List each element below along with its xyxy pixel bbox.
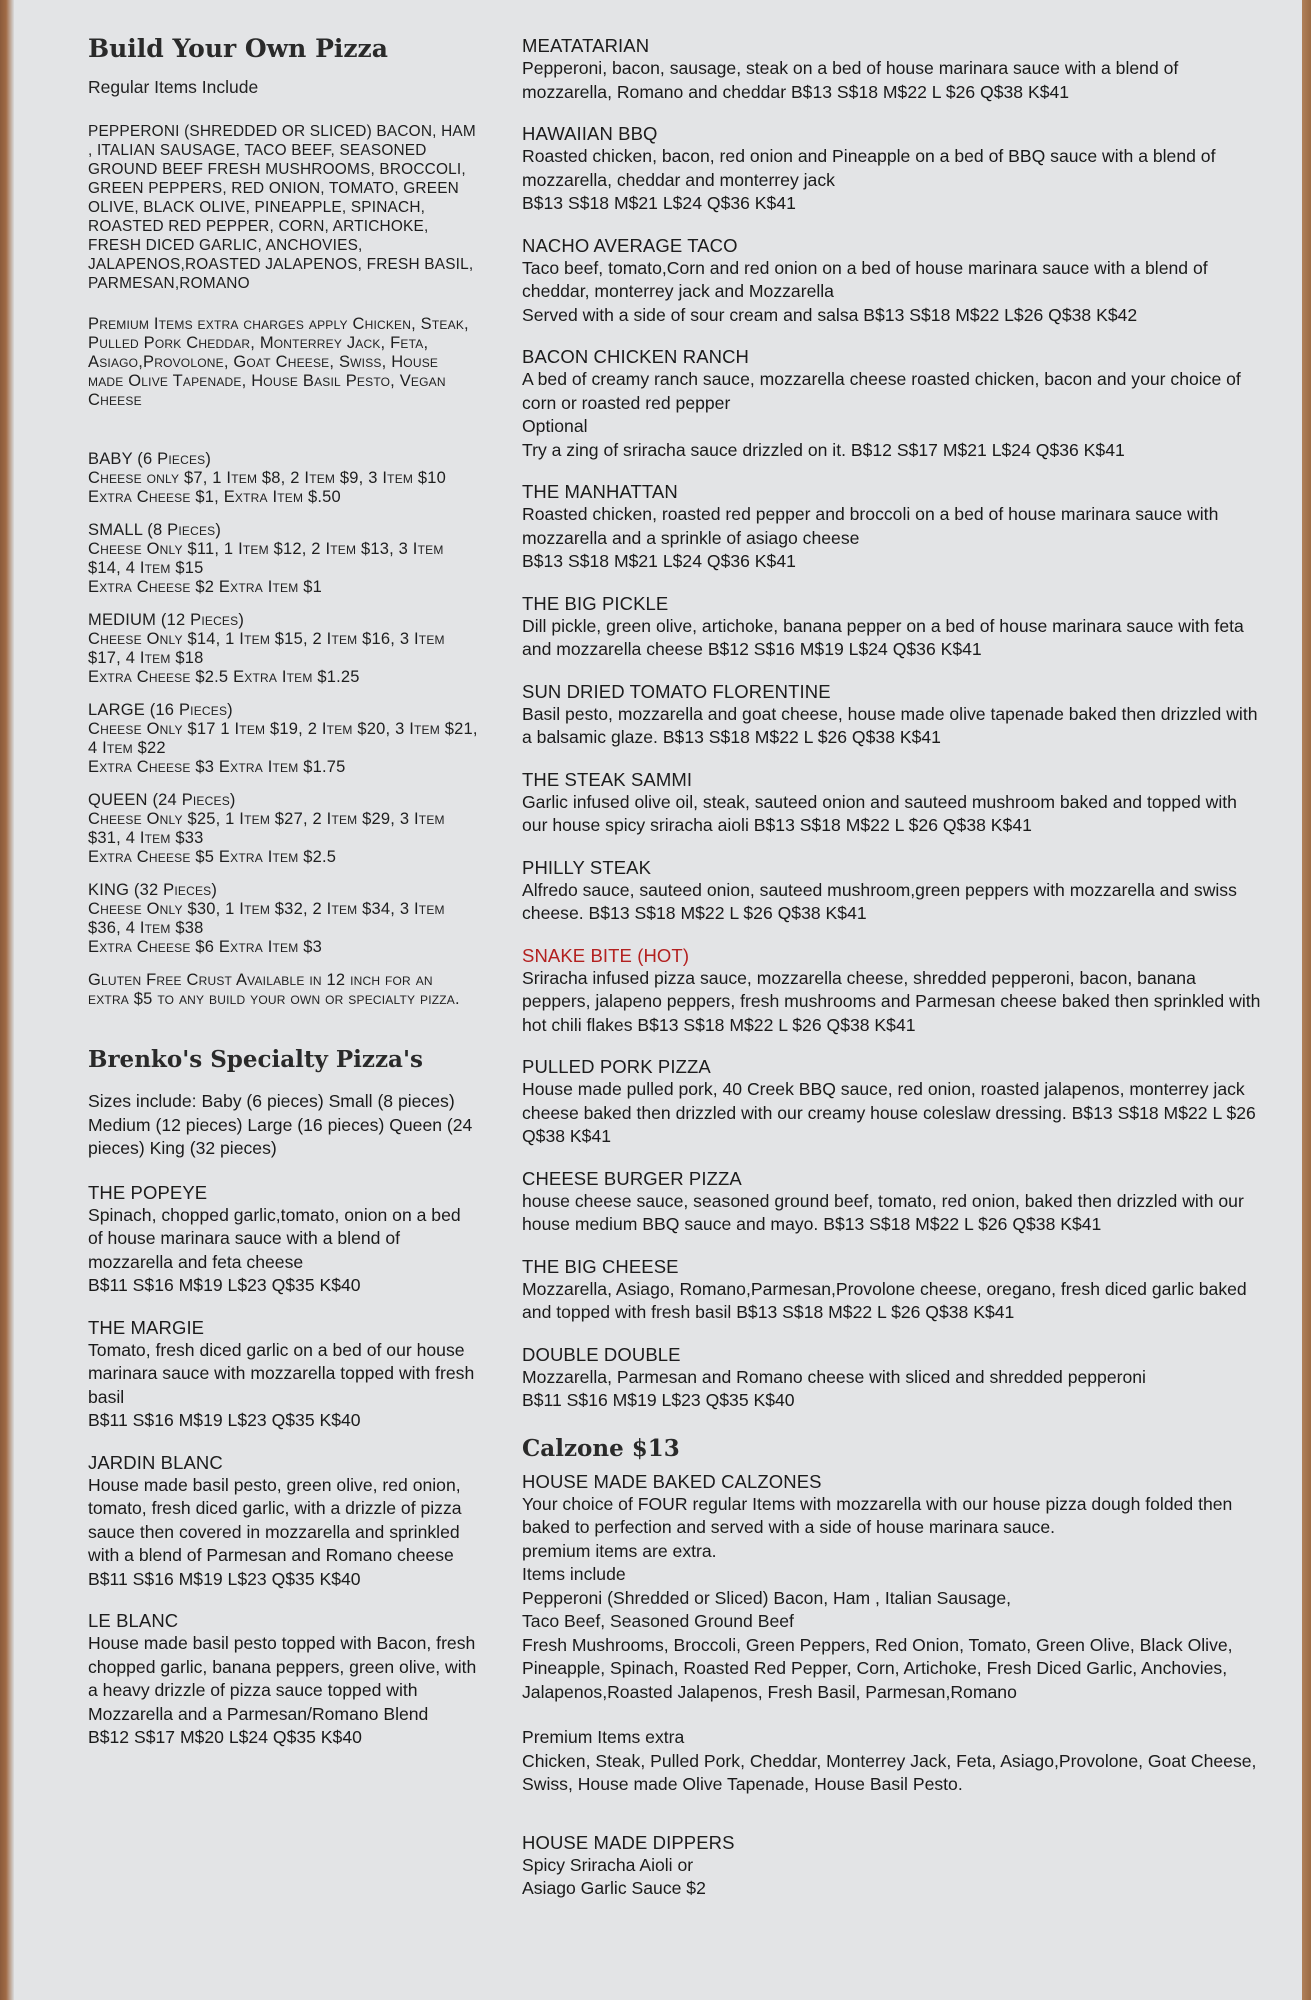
item-description: Roasted chicken, bacon, red onion and Pineapple on a bed of BBQ sauce with a blend of mozzarella, cheddar and monterrey jack <box>522 146 1216 190</box>
pizza-sizes <box>88 450 478 957</box>
item-description: Spinach, chopped garlic,tomato, onion on a bed of house marinara sauce with a blend of mozzarella and feta cheese <box>88 1204 461 1272</box>
specialty-item <box>522 1167 1262 1237</box>
item-name: MEATATARIAN <box>522 35 650 56</box>
item-description: Taco beef, tomato,Corn and red onion on a bed of house marinara sauce with a blend of cheddar, monterrey jack and Mozzarella <box>522 257 1208 301</box>
item-description: house cheese sauce, seasoned ground beef, tomato, red onion, baked then drizzled with our house medium BBQ sauce and mayo. B$13 S$18 M$22 L $26 Q$38 K$41 <box>522 1190 1244 1234</box>
specialty-item <box>88 1181 478 1298</box>
size-block <box>88 791 478 867</box>
item-description: Mozzarella, Asiago, Romano,Parmesan,Provolone cheese, oregano, fresh diced garlic baked and topped with fresh basil B$13 S$18 M$22 L $26 Q$38 K$41 <box>522 1278 1247 1322</box>
size-extras: Extra Cheese $5 Extra Item $2.5 <box>88 848 337 866</box>
size-extras: Extra Cheese $2 Extra Item $1 <box>88 578 322 596</box>
item-description: Sriracha infused pizza sauce, mozzarella cheese, shredded pepperoni, bacon, banana peppers, jalapeno peppers, fresh mushrooms and Parmesan cheese baked then sprinkled with hot chili flakes B$13 S$18 M$22 L $26 Q$38 K$41 <box>522 967 1261 1035</box>
right-column <box>522 34 1262 1901</box>
spacer <box>522 1797 1262 1831</box>
calzone-subtitle: HOUSE MADE BAKED CALZONES <box>522 1470 822 1492</box>
item-description: Alfredo sauce, sauteed onion, sauteed mushroom,green peppers with mozzarella and swiss cheese. B$13 S$18 M$22 L $26 Q$38 K$41 <box>522 879 1237 923</box>
size-extras: Extra Cheese $2.5 Extra Item $1.25 <box>88 668 360 686</box>
specialty-item <box>522 1055 1262 1149</box>
item-name: PULLED PORK PIZZA <box>522 1056 711 1077</box>
size-block <box>88 701 478 777</box>
item-description: Roasted chicken, roasted red pepper and broccoli on a bed of house marinara sauce with mozzarella and a sprinkle of asiago cheese <box>522 504 1219 548</box>
item-prices: B$11 S$16 M$19 L$23 Q$35 K$40 <box>522 1390 795 1410</box>
size-name: LARGE (16 Pieces) <box>88 701 233 719</box>
size-block <box>88 611 478 687</box>
item-prices: B$12 S$17 M$20 L$24 Q$35 K$40 <box>88 1727 362 1747</box>
size-block <box>88 521 478 597</box>
item-name: THE BIG PICKLE <box>522 592 669 614</box>
item-description: Basil pesto, mozzarella and goat cheese, house made olive tapenade baked then drizzled with a balsamic glaze. B$13 S$18 M$22 L $26 Q$38 K$41 <box>522 703 1258 747</box>
specialty-item <box>522 122 1262 216</box>
size-name: BABY (6 Pieces) <box>88 450 212 468</box>
item-name: THE BIG CHEESE <box>522 1255 679 1277</box>
calzone-items-line: Pepperoni (Shredded or Sliced) Bacon, Ham , Italian Sausage, <box>522 1587 1011 1608</box>
item-description: House made basil pesto topped with Bacon, fresh chopped garlic, banana peppers, green olive, with a heavy drizzle of pizza sauce topped with Mozzarella and a Parmesan/Romano Blend <box>88 1633 477 1724</box>
specialty-title: Brenko's Specialty Pizza's <box>88 1046 423 1073</box>
item-prices: Served with a side of sour cream and salsa B$13 S$18 M$22 L$26 Q$38 K$42 <box>522 304 1138 325</box>
calzone-items-label: Items include <box>522 1564 626 1584</box>
item-name: THE POPEYE <box>88 1181 208 1203</box>
size-extras: Extra Cheese $3 Extra Item $1.75 <box>88 758 346 776</box>
menu-sheet <box>14 0 1302 2000</box>
regular-items-label: Regular Items Include <box>88 77 259 97</box>
item-name: SUN DRIED TOMATO FLORENTINE <box>522 680 831 702</box>
dippers-line: Asiago Garlic Sauce $2 <box>522 1878 706 1898</box>
specialty-item <box>522 234 1262 328</box>
calzone-premium-note: premium items are extra. <box>522 1540 717 1561</box>
specialty-item <box>88 1451 478 1592</box>
item-description: House made basil pesto, green olive, red onion, tomato, fresh diced garlic, with a drizzle of pizza sauce then covered in mozzarella and sprinkled with a blend of Parmesan and Romano cheese <box>88 1474 462 1565</box>
specialty-item <box>522 345 1262 462</box>
size-prices: Cheese Only $11, 1 Item $12, 2 Item $13, 3 Item $14, 4 Item $15 <box>88 540 444 577</box>
item-name: PHILLY STEAK <box>522 856 652 878</box>
specialty-item <box>522 944 1262 1038</box>
item-description: A bed of creamy ranch sauce, mozzarella cheese roasted chicken, bacon and your choice of corn or roasted red pepper <box>522 369 1241 413</box>
item-name: BACON CHICKEN RANCH <box>522 346 750 367</box>
specialty-item <box>522 768 1262 838</box>
item-prices: B$11 S$16 M$19 L$23 Q$35 K$40 <box>88 1568 361 1589</box>
build-your-own-title: Build Your Own Pizza <box>88 34 388 63</box>
size-prices: Cheese only $7, 1 Item $8, 2 Item $9, 3 Item $10 Extra Cheese $1, Extra Item $.50 <box>88 469 447 506</box>
size-prices: Cheese Only $14, 1 Item $15, 2 Item $16, 3 Item $17, 4 Item $18 <box>88 630 445 667</box>
size-name: QUEEN (24 Pieces) <box>88 791 236 809</box>
size-name: MEDIUM (12 Pieces) <box>88 611 245 629</box>
specialty-item <box>88 1609 478 1750</box>
item-prices: B$11 S$16 M$19 L$23 Q$35 K$40 <box>88 1410 361 1430</box>
item-description: Mozzarella, Parmesan and Romano cheese with sliced and shredded pepperoni <box>522 1366 1146 1387</box>
specialty-item <box>522 480 1262 574</box>
calzone-items-line: Taco Beef, Seasoned Ground Beef <box>522 1611 794 1631</box>
dippers-title: HOUSE MADE DIPPERS <box>522 1831 735 1853</box>
item-name: CHEESE BURGER PIZZA <box>522 1167 742 1189</box>
item-description: Tomato, fresh diced garlic on a bed of our house marinara sauce with mozzarella topped with fresh basil <box>88 1339 475 1407</box>
size-prices: Cheese Only $17 1 Item $19, 2 Item $20, 3 Item $21, 4 Item $22 <box>88 720 478 757</box>
calzone-description: Your choice of FOUR regular Items with mozzarella with our house pizza dough folded then baked to perfection and served with a side of house marinara sauce. <box>522 1493 1233 1537</box>
calzone-premium-items: Chicken, Steak, Pulled Pork, Cheddar, Monterrey Jack, Feta, Asiago,Provolone, Goat Cheese, Swiss, House made Olive Tapenade, House Basil Pesto. <box>522 1750 1257 1794</box>
dippers-line: Spicy Sriracha Aioli or <box>522 1854 694 1875</box>
item-name: LE BLANC <box>88 1610 179 1631</box>
item-optional: Optional <box>522 416 588 436</box>
regular-items-list: PEPPERONI (SHREDDED OR SLICED) BACON, HAM , ITALIAN SAUSAGE, TACO BEEF, SEASONED GROUND BEEF FRESH MUSHROOMS, BROCCOLI, GREEN PEPPERS, RED ONION, TOMATO, GREEN OLIVE, BLACK OLIVE, PINEAPPLE, SPINACH, ROASTED RED PEPPER, CORN, ARTICHOKE, FRESH DICED GARLIC, ANCHOVIES, JALAPENOS,ROASTED JALAPENOS, FRESH BASIL, PARMESAN,ROMANO <box>88 123 476 292</box>
specialty-item <box>522 34 1262 104</box>
specialty-item <box>522 856 1262 926</box>
calzone-items-line: Fresh Mushrooms, Broccoli, Green Peppers, Red Onion, Tomato, Green Olive, Black Olive, Pineapple, Spinach, Roasted Red Pepper, Corn, Artichoke, Fresh Diced Garlic, Anchovies, Jalapenos,Roasted Jalapenos, Fresh Basil, Parmesan,Romano <box>522 1634 1233 1702</box>
premium-items-list: Premium Items extra charges apply Chicken, Steak, Pulled Pork Cheddar, Monterrey Jack, Feta, Asiago,Provolone, Goat Cheese, Swiss, House made Olive Tapenade, House Basil Pesto, Vegan Cheese <box>88 315 469 409</box>
item-name: HAWAIIAN BBQ <box>522 123 658 144</box>
spacer <box>522 1704 1262 1726</box>
specialty-item <box>522 680 1262 750</box>
calzone-premium-label: Premium Items extra <box>522 1727 685 1747</box>
item-name: THE MANHATTAN <box>522 481 678 502</box>
specialty-item <box>522 592 1262 662</box>
specialty-sizes-note: Sizes include: Baby (6 pieces) Small (8 pieces) Medium (12 pieces) Large (16 pieces) Queen (24 pieces) King (32 pieces) <box>88 1091 473 1158</box>
item-name: THE MARGIE <box>88 1316 205 1338</box>
specialty-item <box>522 1255 1262 1325</box>
size-block <box>88 881 478 957</box>
item-description: Garlic infused olive oil, steak, sauteed onion and sauteed mushroom baked and topped with our house spicy sriracha aioli B$13 S$18 M$22 L $26 Q$38 K$41 <box>522 791 1237 835</box>
item-description: House made pulled pork, 40 Creek BBQ sauce, red onion, roasted jalapenos, monterrey jack cheese baked then drizzled with our creamy house coleslaw dressing. B$13 S$18 M$22 L $26 Q$38 K$41 <box>522 1079 1256 1146</box>
specialty-item <box>88 1316 478 1433</box>
specialty-item <box>522 1343 1262 1413</box>
item-name: DOUBLE DOUBLE <box>522 1343 681 1365</box>
item-prices: B$13 S$18 M$21 L$24 Q$36 K$41 <box>522 193 796 213</box>
item-description: Dill pickle, green olive, artichoke, banana pepper on a bed of house marinara sauce with feta and mozzarella cheese B$12 S$16 M$19 L$24 Q$36 K$41 <box>522 615 1244 659</box>
item-prices: Try a zing of sriracha sauce drizzled on it. B$12 S$17 M$21 L$24 Q$36 K$41 <box>522 439 1125 460</box>
item-description: Pepperoni, bacon, sausage, steak on a bed of house marinara sauce with a blend of mozzarella, Romano and cheddar B$13 S$18 M$22 L $26 Q$38 K$41 <box>522 58 1179 102</box>
item-name: NACHO AVERAGE TACO <box>522 234 738 256</box>
size-prices: Cheese Only $30, 1 Item $32, 2 Item $34, 3 Item $36, 4 Item $38 <box>88 900 445 937</box>
item-name: THE STEAK SAMMI <box>522 768 693 790</box>
calzone-title: Calzone $13 <box>522 1434 680 1462</box>
size-name: KING (32 Pieces) <box>88 881 218 899</box>
item-name: JARDIN BLANC <box>88 1451 223 1473</box>
size-block <box>88 450 478 507</box>
item-name-hot: SNAKE BITE (HOT) <box>522 944 690 966</box>
item-prices: B$13 S$18 M$21 L$24 Q$36 K$41 <box>522 551 796 571</box>
item-prices: B$11 S$16 M$19 L$23 Q$35 K$40 <box>88 1275 361 1295</box>
gluten-free-note: Gluten Free Crust Available in 12 inch for an extra $5 to any build your own or specialty pizza. <box>88 971 460 1008</box>
size-extras: Extra Cheese $6 Extra Item $3 <box>88 938 322 956</box>
left-column <box>88 34 478 1768</box>
size-prices: Cheese Only $25, 1 Item $27, 2 Item $29, 3 Item $31, 4 Item $33 <box>88 810 445 847</box>
size-name: SMALL (8 Pieces) <box>88 521 222 539</box>
